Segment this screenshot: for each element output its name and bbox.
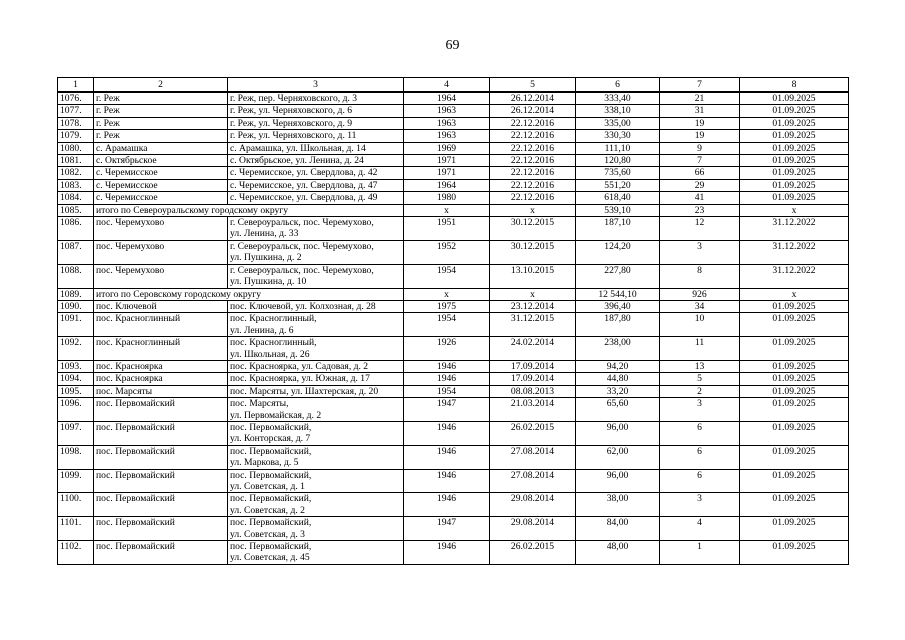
deadline-cell: 01.09.2025 (740, 373, 849, 385)
row-number-cell: 1090. (58, 300, 94, 312)
address-line: пос. Красноярка, ул. Садовая, д. 2 (230, 360, 369, 372)
address-line: с. Октябрьское, ул. Ленина, д. 24 (230, 155, 364, 167)
page-number: 69 (445, 38, 460, 53)
column-number-header: 1 (58, 78, 94, 93)
count-cell: 926 (660, 288, 740, 300)
deadline-cell: 01.09.2025 (740, 167, 849, 179)
settlement-cell: пос. Ключевой (94, 300, 228, 312)
address-cell (228, 398, 404, 422)
count-cell: 41 (660, 192, 740, 204)
table-row (58, 179, 849, 191)
column-number-header-row (58, 78, 849, 93)
deadline-cell: 01.09.2025 (740, 313, 849, 337)
area-cell: 96,00 (576, 421, 660, 445)
address-line: ул. Первомайская, д. 2 (230, 409, 322, 421)
table-row (58, 517, 849, 541)
address-cell (228, 493, 404, 517)
address-line: ул. Ленина, д. 33 (230, 228, 299, 240)
settlement-cell: пос. Красноглинный (94, 313, 228, 337)
settlement-cell: пос. Первомайский (94, 469, 228, 493)
row-number-cell: 1087. (58, 240, 94, 264)
count-cell: 31 (660, 105, 740, 117)
area-cell: 396,40 (576, 300, 660, 312)
row-number-cell: 1084. (58, 192, 94, 204)
area-cell: 124,20 (576, 240, 660, 264)
deadline-cell: 01.09.2025 (740, 445, 849, 469)
year-cell: 1946 (404, 469, 490, 493)
area-cell: 33,20 (576, 385, 660, 397)
column-number-header: 5 (490, 78, 576, 93)
table-row (58, 398, 849, 422)
settlement-cell: г. Реж (94, 92, 228, 105)
address-line: с. Черемисское, ул. Свердлова, д. 49 (230, 192, 378, 204)
count-cell: 6 (660, 469, 740, 493)
settlement-cell: пос. Первомайский (94, 421, 228, 445)
settlement-cell: пос. Черемухово (94, 240, 228, 264)
settlement-cell: пос. Первомайский (94, 493, 228, 517)
area-cell: 227,80 (576, 264, 660, 288)
table-row (58, 192, 849, 204)
date-cell: 22.12.2016 (490, 117, 576, 129)
date-cell: 22.12.2016 (490, 155, 576, 167)
count-cell: 3 (660, 398, 740, 422)
year-cell: 1946 (404, 373, 490, 385)
date-cell: 17.09.2014 (490, 360, 576, 372)
year-cell: 1954 (404, 385, 490, 397)
address-line: г. Реж, ул. Черняховского, д. 11 (230, 130, 357, 142)
table-row (58, 373, 849, 385)
table-row (58, 421, 849, 445)
area-cell: 338,10 (576, 105, 660, 117)
date-cell: 30.12.2015 (490, 240, 576, 264)
year-cell: 1963 (404, 130, 490, 142)
date-cell: 30.12.2015 (490, 217, 576, 241)
row-number-cell: 1086. (58, 217, 94, 241)
area-cell: 187,10 (576, 217, 660, 241)
table-row (58, 337, 849, 361)
table-row (58, 142, 849, 154)
address-cell (228, 192, 404, 204)
settlement-cell: с. Черемисское (94, 167, 228, 179)
date-cell: 27.08.2014 (490, 469, 576, 493)
count-cell: 7 (660, 155, 740, 167)
area-cell: 38,00 (576, 493, 660, 517)
year-cell: 1963 (404, 105, 490, 117)
total-label-cell: итого по Североуральскому городскому округу (94, 204, 404, 216)
deadline-cell: 01.09.2025 (740, 360, 849, 372)
area-cell: 330,30 (576, 130, 660, 142)
table-row (58, 217, 849, 241)
date-cell: 21.03.2014 (490, 398, 576, 422)
settlement-cell: г. Реж (94, 130, 228, 142)
date-cell: 29.08.2014 (490, 493, 576, 517)
date-cell: 26.12.2014 (490, 105, 576, 117)
deadline-cell: 31.12.2022 (740, 240, 849, 264)
count-cell: 23 (660, 204, 740, 216)
address-line: ул. Маркова, д. 5 (230, 457, 299, 469)
address-cell (228, 421, 404, 445)
address-line: пос. Ключевой, ул. Колхозная, д. 28 (230, 300, 376, 312)
deadline-cell: 31.12.2022 (740, 217, 849, 241)
date-cell: 22.12.2016 (490, 192, 576, 204)
row-number-cell: 1076. (58, 92, 94, 105)
table-row (58, 130, 849, 142)
address-cell (228, 264, 404, 288)
year-cell: 1954 (404, 313, 490, 337)
year-cell: 1951 (404, 217, 490, 241)
year-cell: 1952 (404, 240, 490, 264)
deadline-cell: 01.09.2025 (740, 421, 849, 445)
row-number-cell: 1100. (58, 493, 94, 517)
count-cell: 13 (660, 360, 740, 372)
year-cell: 1947 (404, 517, 490, 541)
address-line: с. Арамашка, ул. Школьная, д. 14 (230, 142, 366, 154)
address-line: ул. Школьная, д. 26 (230, 348, 310, 360)
settlement-cell: с. Черемисское (94, 179, 228, 191)
area-cell: 735,60 (576, 167, 660, 179)
address-line: пос. Первомайский, (230, 421, 312, 433)
deadline-cell: х (740, 204, 849, 216)
area-cell: 238,00 (576, 337, 660, 361)
date-cell: х (490, 288, 576, 300)
deadline-cell: 01.09.2025 (740, 92, 849, 105)
date-cell: 17.09.2014 (490, 373, 576, 385)
settlement-cell: пос. Марсяты (94, 385, 228, 397)
date-cell: 27.08.2014 (490, 445, 576, 469)
address-line: г. Реж, пер. Черняховского, д. 3 (230, 93, 358, 104)
year-cell: 1946 (404, 360, 490, 372)
total-label-cell: итого по Серовскому городскому округу (94, 288, 404, 300)
address-line: г. Реж, ул. Черняховского, д. 6 (230, 105, 353, 117)
address-line: пос. Первомайский, (230, 445, 312, 457)
settlement-cell: пос. Красноярка (94, 373, 228, 385)
area-cell: 111,10 (576, 142, 660, 154)
date-cell: 08.08.2013 (490, 385, 576, 397)
count-cell: 12 (660, 217, 740, 241)
row-number-cell: 1101. (58, 517, 94, 541)
address-line: г. Североуральск, пос. Черемухово, (230, 240, 374, 252)
address-cell (228, 217, 404, 241)
table-row (58, 264, 849, 288)
date-cell: 23.12.2014 (490, 300, 576, 312)
settlement-cell: пос. Первомайский (94, 398, 228, 422)
year-cell: 1926 (404, 337, 490, 361)
table-row (58, 117, 849, 129)
area-cell: 120,80 (576, 155, 660, 167)
address-cell (228, 142, 404, 154)
date-cell: 22.12.2016 (490, 142, 576, 154)
row-number-cell: 1096. (58, 398, 94, 422)
table-row (58, 445, 849, 469)
column-number-header: 8 (740, 78, 849, 93)
column-number-header: 6 (576, 78, 660, 93)
table-row (58, 493, 849, 517)
address-line: пос. Красноглинный, (230, 337, 317, 349)
deadline-cell: 01.09.2025 (740, 192, 849, 204)
deadline-cell: 01.09.2025 (740, 493, 849, 517)
table-row (58, 313, 849, 337)
row-number-cell: 1097. (58, 421, 94, 445)
count-cell: 9 (660, 142, 740, 154)
date-cell: 22.12.2016 (490, 130, 576, 142)
address-line: пос. Первомайский, (230, 469, 312, 481)
deadline-cell: 01.09.2025 (740, 517, 849, 541)
deadline-cell: 01.09.2025 (740, 469, 849, 493)
year-cell: 1964 (404, 179, 490, 191)
total-row (58, 288, 849, 300)
year-cell: 1946 (404, 445, 490, 469)
row-number-cell: 1099. (58, 469, 94, 493)
address-line: г. Североуральск, пос. Черемухово, (230, 217, 374, 229)
column-number-header: 2 (94, 78, 228, 93)
year-cell: 1975 (404, 300, 490, 312)
address-line: пос. Марсяты, ул. Шахтерская, д. 20 (230, 385, 379, 397)
table-row (58, 240, 849, 264)
table-row (58, 155, 849, 167)
address-line: ул. Пушкина, д. 2 (230, 252, 302, 264)
address-line: пос. Красноглинный, (230, 313, 317, 325)
row-number-cell: 1088. (58, 264, 94, 288)
year-cell: 1947 (404, 398, 490, 422)
year-cell: 1946 (404, 493, 490, 517)
date-cell: 13.10.2015 (490, 264, 576, 288)
address-line: с. Черемисское, ул. Свердлова, д. 47 (230, 179, 378, 191)
area-cell: 335,00 (576, 117, 660, 129)
year-cell: 1980 (404, 192, 490, 204)
year-cell: 1954 (404, 264, 490, 288)
year-cell: 1963 (404, 117, 490, 129)
address-cell (228, 155, 404, 167)
date-cell: 31.12.2015 (490, 313, 576, 337)
row-number-cell: 1095. (58, 385, 94, 397)
date-cell: 24.02.2014 (490, 337, 576, 361)
settlement-cell: с. Черемисское (94, 192, 228, 204)
column-number-header: 7 (660, 78, 740, 93)
deadline-cell: 01.09.2025 (740, 105, 849, 117)
area-cell: 618,40 (576, 192, 660, 204)
count-cell: 34 (660, 300, 740, 312)
row-number-cell: 1091. (58, 313, 94, 337)
year-cell: 1969 (404, 142, 490, 154)
row-number-cell: 1083. (58, 179, 94, 191)
column-number-header: 3 (228, 78, 404, 93)
count-cell: 8 (660, 264, 740, 288)
area-cell: 48,00 (576, 541, 660, 565)
count-cell: 66 (660, 167, 740, 179)
settlement-cell: с. Октябрьское (94, 155, 228, 167)
address-line: пос. Первомайский, (230, 517, 312, 529)
deadline-cell: 01.09.2025 (740, 179, 849, 191)
area-cell: 539,10 (576, 204, 660, 216)
count-cell: 6 (660, 445, 740, 469)
address-cell (228, 517, 404, 541)
count-cell: 10 (660, 313, 740, 337)
deadline-cell: х (740, 288, 849, 300)
count-cell: 1 (660, 541, 740, 565)
count-cell: 11 (660, 337, 740, 361)
area-cell: 65,60 (576, 398, 660, 422)
count-cell: 6 (660, 421, 740, 445)
deadline-cell: 01.09.2025 (740, 337, 849, 361)
table-row (58, 385, 849, 397)
count-cell: 21 (660, 92, 740, 105)
area-cell: 12 544,10 (576, 288, 660, 300)
row-number-cell: 1077. (58, 105, 94, 117)
year-cell: 1946 (404, 541, 490, 565)
address-cell (228, 92, 404, 105)
table-row (58, 360, 849, 372)
address-line: г. Реж, ул. Черняховского, д. 9 (230, 117, 353, 129)
table-row (58, 92, 849, 105)
row-number-cell: 1085. (58, 204, 94, 216)
count-cell: 3 (660, 240, 740, 264)
area-cell: 96,00 (576, 469, 660, 493)
count-cell: 2 (660, 385, 740, 397)
settlement-cell: с. Арамашка (94, 142, 228, 154)
count-cell: 19 (660, 117, 740, 129)
address-cell (228, 337, 404, 361)
date-cell: 26.12.2014 (490, 92, 576, 105)
address-cell (228, 445, 404, 469)
count-cell: 3 (660, 493, 740, 517)
table-row (58, 541, 849, 565)
area-cell: 187,80 (576, 313, 660, 337)
address-line: ул. Советская, д. 3 (230, 528, 305, 540)
year-cell: 1971 (404, 167, 490, 179)
row-number-cell: 1102. (58, 541, 94, 565)
area-cell: 62,00 (576, 445, 660, 469)
area-cell: 44,80 (576, 373, 660, 385)
settlement-cell: г. Реж (94, 105, 228, 117)
area-cell: 551,20 (576, 179, 660, 191)
deadline-cell: 01.09.2025 (740, 398, 849, 422)
total-row (58, 204, 849, 216)
address-line: пос. Марсяты, (230, 398, 289, 410)
address-cell (228, 117, 404, 129)
address-line: пос. Красноярка, ул. Южная, д. 17 (230, 373, 370, 385)
address-cell (228, 385, 404, 397)
deadline-cell: 01.09.2025 (740, 300, 849, 312)
year-cell: х (404, 204, 490, 216)
address-cell (228, 313, 404, 337)
row-number-cell: 1082. (58, 167, 94, 179)
date-cell: 29.08.2014 (490, 517, 576, 541)
housing-register-table (57, 77, 849, 565)
date-cell: 22.12.2016 (490, 167, 576, 179)
date-cell: 22.12.2016 (490, 179, 576, 191)
count-cell: 29 (660, 179, 740, 191)
year-cell: 1964 (404, 92, 490, 105)
deadline-cell: 01.09.2025 (740, 117, 849, 129)
row-number-cell: 1089. (58, 288, 94, 300)
year-cell: 1971 (404, 155, 490, 167)
settlement-cell: пос. Первомайский (94, 445, 228, 469)
row-number-cell: 1081. (58, 155, 94, 167)
address-cell (228, 360, 404, 372)
address-line: ул. Советская, д. 45 (230, 552, 310, 564)
row-number-cell: 1078. (58, 117, 94, 129)
address-cell (228, 300, 404, 312)
row-number-cell: 1098. (58, 445, 94, 469)
settlement-cell: пос. Первомайский (94, 517, 228, 541)
address-cell (228, 179, 404, 191)
address-cell (228, 469, 404, 493)
count-cell: 5 (660, 373, 740, 385)
row-number-cell: 1093. (58, 360, 94, 372)
settlement-cell: пос. Красноярка (94, 360, 228, 372)
table-row (58, 105, 849, 117)
address-cell (228, 541, 404, 565)
column-number-header: 4 (404, 78, 490, 93)
address-line: пос. Первомайский, (230, 541, 312, 553)
address-line: ул. Конторская, д. 7 (230, 433, 311, 445)
address-cell (228, 373, 404, 385)
address-cell (228, 167, 404, 179)
address-line: пос. Первомайский, (230, 493, 312, 505)
settlement-cell: г. Реж (94, 117, 228, 129)
address-cell (228, 240, 404, 264)
deadline-cell: 01.09.2025 (740, 385, 849, 397)
address-line: ул. Советская, д. 2 (230, 504, 305, 516)
count-cell: 19 (660, 130, 740, 142)
settlement-cell: пос. Черемухово (94, 217, 228, 241)
area-cell: 333,40 (576, 92, 660, 105)
count-cell: 4 (660, 517, 740, 541)
settlement-cell: пос. Красноглинный (94, 337, 228, 361)
date-cell: 26.02.2015 (490, 541, 576, 565)
address-line: ул. Советская, д. 1 (230, 481, 305, 492)
deadline-cell: 01.09.2025 (740, 130, 849, 142)
settlement-cell: пос. Первомайский (94, 541, 228, 565)
area-cell: 94,20 (576, 360, 660, 372)
address-line: ул. Пушкина, д. 10 (230, 276, 307, 288)
row-number-cell: 1079. (58, 130, 94, 142)
table-row (58, 167, 849, 179)
address-cell (228, 130, 404, 142)
deadline-cell: 01.09.2025 (740, 541, 849, 565)
address-line: ул. Ленина, д. 6 (230, 324, 294, 336)
deadline-cell: 01.09.2025 (740, 155, 849, 167)
settlement-cell: пос. Черемухово (94, 264, 228, 288)
date-cell: 26.02.2015 (490, 421, 576, 445)
year-cell: 1946 (404, 421, 490, 445)
date-cell: х (490, 204, 576, 216)
address-line: г. Североуральск, пос. Черемухово, (230, 264, 374, 276)
row-number-cell: 1092. (58, 337, 94, 361)
area-cell: 84,00 (576, 517, 660, 541)
address-line: с. Черемисское, ул. Свердлова, д. 42 (230, 167, 378, 179)
year-cell: х (404, 288, 490, 300)
deadline-cell: 31.12.2022 (740, 264, 849, 288)
row-number-cell: 1094. (58, 373, 94, 385)
row-number-cell: 1080. (58, 142, 94, 154)
table-row (58, 469, 849, 493)
deadline-cell: 01.09.2025 (740, 142, 849, 154)
address-cell (228, 105, 404, 117)
table-row (58, 300, 849, 312)
